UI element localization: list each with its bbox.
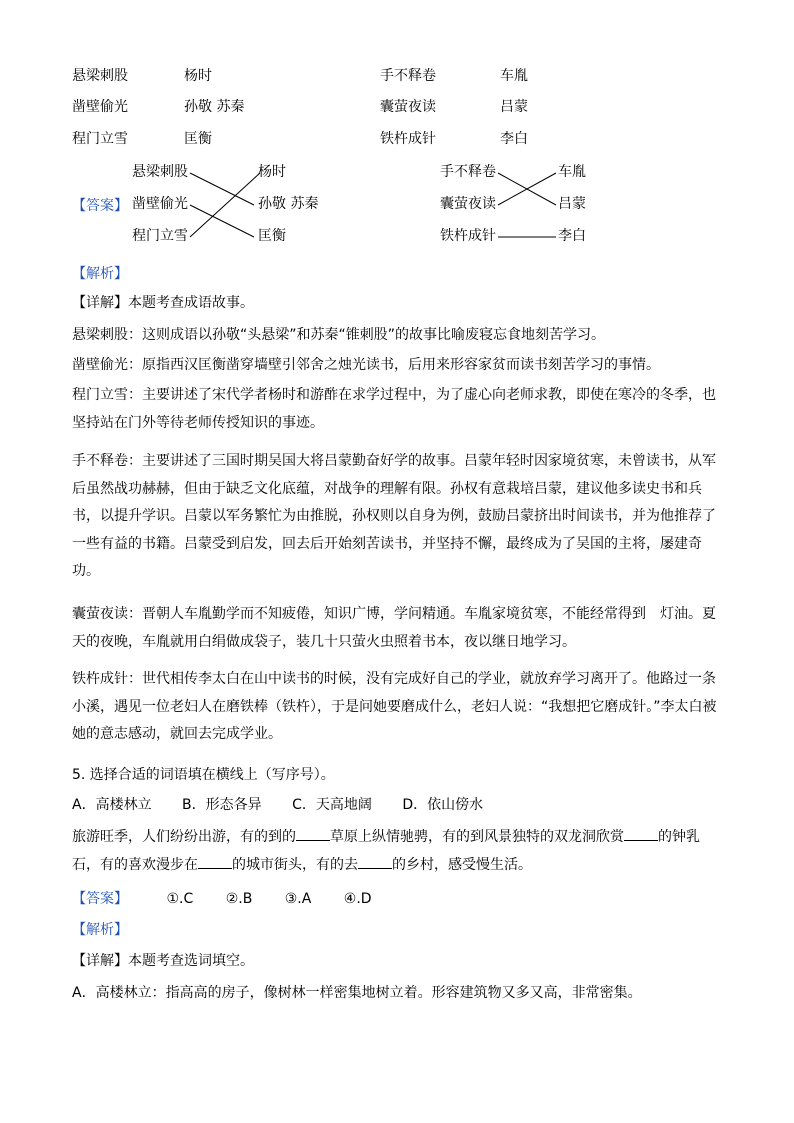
table-right-person-1: 车胤	[500, 68, 528, 84]
q5-detail-line	[72, 951, 254, 971]
q5-passage	[72, 824, 722, 879]
detail-text-1: 本题考查成语故事。	[128, 295, 254, 311]
q5-explain-a: A．高楼林立：指高高的房子，像树林一样密集地树立着。形容建筑物又多又高，非常密集。	[72, 985, 642, 1001]
table-left-person-2: 孙敬 苏秦	[184, 99, 245, 115]
table-right-idiom-3: 铁杵成针	[380, 131, 436, 147]
q5-blank-1[interactable]	[296, 826, 330, 841]
q5-detail-label: 【详解】	[72, 953, 128, 969]
ans-left-person-2: 孙敬 苏秦	[258, 196, 319, 212]
q5-answer-3: ③.A	[284, 891, 312, 907]
table-left-idiom-3: 程门立雪	[72, 131, 128, 147]
ans-left-person-1: 杨时	[258, 164, 286, 180]
ans-left-person-3: 匡衡	[258, 228, 286, 244]
q5-text-5: 的乡村，感受慢生活。	[392, 856, 532, 873]
ans-right-idiom-2: 囊萤夜读	[440, 196, 496, 212]
q5-answer-4: ④.D	[343, 891, 372, 907]
q5-blank-4[interactable]	[358, 854, 392, 869]
ans-right-person-2: 吕蒙	[558, 196, 586, 212]
ans-left-idiom-1: 悬梁刺股	[132, 164, 188, 180]
match-line-1	[190, 173, 254, 205]
q5-text-1: 旅游旺季，人们纷纷出游，有的到的	[72, 829, 296, 845]
q5-option-d: D．依山傍水	[402, 797, 484, 813]
q5-analysis-label: 【解析】	[72, 922, 128, 938]
table-left-person-1: 杨时	[184, 68, 212, 84]
ans-right-idiom-1: 手不释卷	[440, 164, 496, 180]
table-right-idiom-1: 手不释卷	[380, 68, 436, 84]
q5-option-c: C．天高地阔	[292, 797, 372, 813]
table-right-person-3: 李白	[500, 131, 528, 147]
analysis-para-4: 手不释卷：主要讲述了三国时期吴国大将吕蒙勤奋好学的故事。吕蒙年轻时因家境贫寒，未曾读书，从军后虽然战功赫赫，但由于缺乏文化底蕴，对战争的理解有限。孙权有意栽培吕蒙，建议他多读史书和兵书，以提升学识。吕蒙以军务繁忙为由推脱，孙权则以自身为例，鼓励吕蒙挤出时间读书，并为他推荐了一些有益的书籍。吕蒙受到启发，回去后开始刻苦读书，并坚持不懈，最终成为了吴国的主将，屡建奇功。	[72, 453, 716, 580]
analysis-para-2: 凿壁偷光：原指西汉匡衡凿穿墙壁引邻舍之烛光读书，后用来形容家贫而读书刻苦学习的事情。	[72, 357, 660, 373]
analysis-label-1: 【解析】	[72, 266, 128, 282]
q5-option-a: A．高楼林立	[72, 797, 152, 813]
q5-answer-2: ②.B	[225, 891, 253, 907]
q5-text-4: 的城市街头，有的去	[232, 856, 358, 873]
table-left-idiom-2: 凿壁偷光	[72, 99, 128, 115]
ans-right-person-3: 李白	[558, 228, 586, 244]
analysis-para-6: 铁杵成针：世代相传李太白在山中读书的时候，没有完成好自己的学业，就放弃学习离开了。他路过一条小溪，遇见一位老妇人在磨铁棒（铁杵），于是问她要磨成什么，老妇人说：“我想把它磨成针。”李太白被她的意志感动，就回去完成学业。	[72, 671, 717, 743]
answer-label: 【答案】	[72, 198, 128, 214]
q5-blank-2[interactable]	[624, 826, 658, 841]
ans-right-person-1: 车胤	[558, 164, 586, 180]
q5-detail-text: 本题考查选词填空。	[128, 953, 254, 969]
table-left-person-3: 匡衡	[184, 131, 212, 147]
q5-text-3: 的钟乳石，有的喜欢漫步在	[72, 829, 700, 873]
detail-line-1	[72, 293, 254, 313]
table-right-idiom-2: 囊萤夜读	[380, 99, 436, 115]
q5-text-2: 草原上纵情驰骋，有的到风景独特的双龙洞欣赏	[330, 829, 624, 845]
detail-label-1: 【详解】	[72, 295, 128, 311]
analysis-para-3: 程门立雪：主要讲述了宋代学者杨时和游酢在求学过程中，为了虚心向老师求教，即使在寒冷的冬季，也坚持站在门外等待老师传授知识的事迹。	[72, 387, 716, 431]
ans-left-idiom-2: 凿壁偷光	[132, 196, 188, 212]
table-left-idiom-1: 悬梁刺股	[72, 68, 128, 84]
q5-options	[72, 795, 509, 815]
q5-stem: 5. 选择合适的词语填在横线上（写序号）。	[72, 767, 335, 783]
matching-lines	[0, 0, 794, 260]
q5-blank-3[interactable]	[198, 854, 232, 869]
ans-right-idiom-3: 铁杵成针	[440, 228, 496, 244]
q5-answer-line	[72, 889, 400, 909]
q5-option-b: B．形态各异	[182, 797, 262, 813]
match-line-2	[190, 205, 254, 237]
ans-left-idiom-3: 程门立雪	[132, 228, 188, 244]
q5-answer-1: ①.C	[166, 891, 194, 907]
q5-answer-label: 【答案】	[72, 891, 128, 907]
analysis-para-5: 囊萤夜读：晋朝人车胤勤学而不知疲倦，知识广博，学问精通。车胤家境贫寒，不能经常得到 灯油。夏天的夜晚，车胤就用白绢做成袋子，装几十只萤火虫照着书本，夜以继日地学习。	[72, 606, 716, 650]
match-line-3	[190, 173, 260, 237]
table-right-person-2: 吕蒙	[500, 99, 528, 115]
analysis-para-1: 悬梁刺股：这则成语以孙敬“头悬梁”和苏秦“锥刺股”的故事比喻废寝忘食地刻苦学习。	[72, 327, 606, 343]
